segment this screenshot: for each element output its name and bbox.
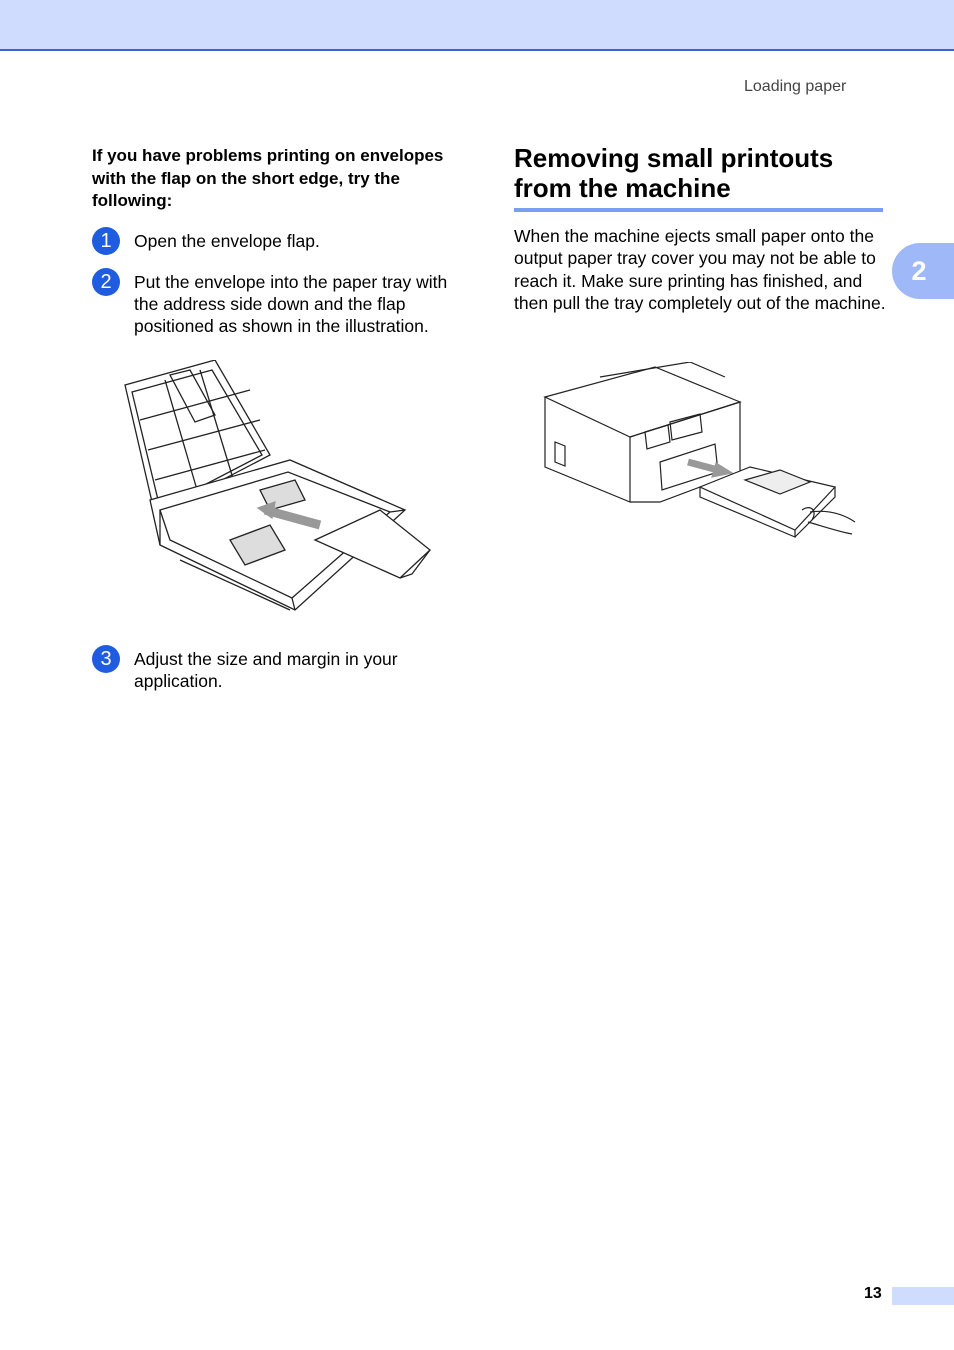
step-text: Open the envelope flap. <box>134 231 320 251</box>
top-color-band <box>0 0 954 51</box>
chapter-tab <box>892 243 954 299</box>
page-number: 13 <box>864 1285 882 1302</box>
page-number-tab <box>892 1287 954 1305</box>
envelope-tray-illustration <box>120 360 440 622</box>
step-text: Put the envelope into the paper tray with the address side down and the flap positioned as shown in the illustration. <box>134 272 448 336</box>
section-heading: Removing small printouts from the machine <box>514 143 834 203</box>
machine-tray-removal-illustration <box>540 362 858 540</box>
step-number-badge: 2 <box>92 268 120 296</box>
step-number-badge: 3 <box>92 645 120 673</box>
chapter-number: 2 <box>911 255 927 286</box>
envelope-problem-intro: If you have problems printing on envelopes with the flap on the short edge, try the following: <box>92 146 444 210</box>
step-text: Adjust the size and margin in your application. <box>134 649 398 691</box>
step-number-badge: 1 <box>92 227 120 255</box>
running-header: Loading paper <box>744 78 847 95</box>
section-paragraph: When the machine ejects small paper onto the output paper tray cover you may not be able to reach it. Make sure printing has finished, and then pull the tray completely out of the machine. <box>514 226 886 313</box>
heading-rule <box>514 208 883 212</box>
